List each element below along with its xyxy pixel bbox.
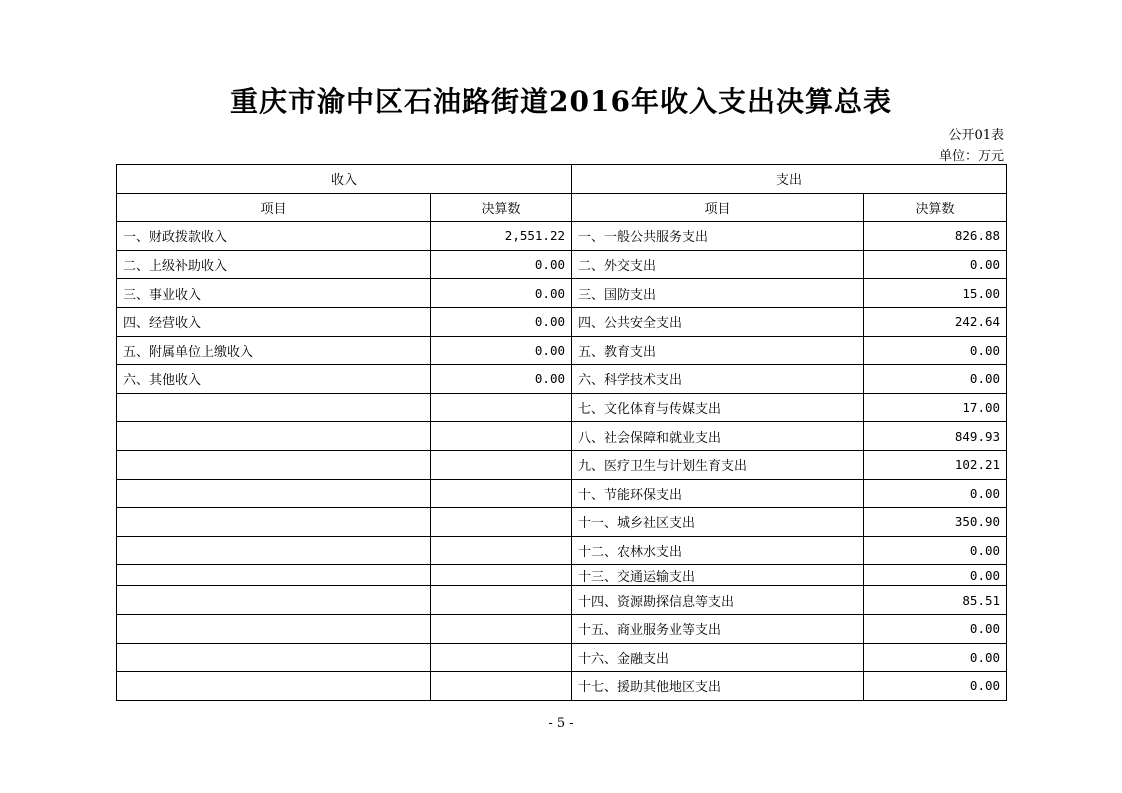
income-amount: 0.00 [431, 365, 572, 394]
expense-item: 八、社会保障和就业支出 [572, 422, 864, 451]
income-item [117, 672, 431, 701]
expense-item: 五、教育支出 [572, 336, 864, 365]
expense-item: 十一、城乡社区支出 [572, 508, 864, 537]
expense-amount: 0.00 [864, 565, 1007, 586]
income-amount [431, 479, 572, 508]
expense-item: 十五、商业服务业等支出 [572, 614, 864, 643]
income-amount-header: 决算数 [431, 193, 572, 222]
income-item: 一、财政拨款收入 [117, 222, 431, 251]
table-row [117, 279, 1007, 308]
income-item-header: 项目 [117, 193, 431, 222]
income-item [117, 422, 431, 451]
expense-item: 一、一般公共服务支出 [572, 222, 864, 251]
expense-item: 十七、援助其他地区支出 [572, 672, 864, 701]
income-item: 六、其他收入 [117, 365, 431, 394]
income-item [117, 565, 431, 586]
expense-amount: 0.00 [864, 643, 1007, 672]
income-amount [431, 393, 572, 422]
table-row [117, 336, 1007, 365]
table-code: 公开01表 [948, 128, 1004, 143]
income-item [117, 614, 431, 643]
income-amount [431, 536, 572, 565]
income-amount [431, 672, 572, 701]
expense-item: 十二、农林水支出 [572, 536, 864, 565]
income-item [117, 536, 431, 565]
income-amount: 0.00 [431, 250, 572, 279]
expense-amount: 0.00 [864, 536, 1007, 565]
expense-amount: 242.64 [864, 307, 1007, 336]
expense-amount: 849.93 [864, 422, 1007, 451]
income-amount: 0.00 [431, 307, 572, 336]
expense-amount: 0.00 [864, 365, 1007, 394]
expense-amount: 0.00 [864, 479, 1007, 508]
table-row [117, 565, 1007, 586]
income-amount: 0.00 [431, 279, 572, 308]
income-item: 三、事业收入 [117, 279, 431, 308]
income-amount [431, 586, 572, 615]
income-item [117, 586, 431, 615]
expense-item: 十六、金融支出 [572, 643, 864, 672]
income-item [117, 393, 431, 422]
unit-label: 单位：万元 [938, 149, 1004, 164]
expense-amount: 350.90 [864, 508, 1007, 537]
income-item: 二、上级补助收入 [117, 250, 431, 279]
income-item: 五、附属单位上缴收入 [117, 336, 431, 365]
income-header: 收入 [117, 165, 572, 194]
income-amount [431, 450, 572, 479]
table-row [117, 614, 1007, 643]
expense-amount-header: 决算数 [864, 193, 1007, 222]
income-item: 四、经营收入 [117, 307, 431, 336]
table-row [117, 307, 1007, 336]
income-item [117, 508, 431, 537]
expense-amount: 0.00 [864, 250, 1007, 279]
income-item [117, 450, 431, 479]
page-title: 重庆市渝中区石油路街道2016年收入支出决算总表 [230, 85, 892, 118]
table-row [117, 479, 1007, 508]
expense-amount: 15.00 [864, 279, 1007, 308]
expense-item: 三、国防支出 [572, 279, 864, 308]
income-amount [431, 508, 572, 537]
expense-item: 二、外交支出 [572, 250, 864, 279]
expense-amount: 826.88 [864, 222, 1007, 251]
expense-item: 十、节能环保支出 [572, 479, 864, 508]
expense-item: 十三、交通运输支出 [572, 565, 864, 586]
expense-amount: 0.00 [864, 336, 1007, 365]
expense-item: 四、公共安全支出 [572, 307, 864, 336]
expense-amount: 0.00 [864, 672, 1007, 701]
expense-item: 九、医疗卫生与计划生育支出 [572, 450, 864, 479]
expense-item: 七、文化体育与传媒支出 [572, 393, 864, 422]
table-row [117, 586, 1007, 615]
income-amount [431, 614, 572, 643]
expense-header: 支出 [572, 165, 1007, 194]
table-row [117, 508, 1007, 537]
table-row [117, 536, 1007, 565]
table-row [117, 365, 1007, 394]
income-amount [431, 565, 572, 586]
table-row [117, 422, 1007, 451]
income-amount [431, 422, 572, 451]
income-amount [431, 643, 572, 672]
page-number: - 5 - [548, 716, 574, 731]
expense-item-header: 项目 [572, 193, 864, 222]
table-row [117, 222, 1007, 251]
table-row [117, 393, 1007, 422]
expense-amount: 0.00 [864, 614, 1007, 643]
income-item [117, 643, 431, 672]
income-amount: 2,551.22 [431, 222, 572, 251]
expense-item: 六、科学技术支出 [572, 365, 864, 394]
expense-amount: 17.00 [864, 393, 1007, 422]
expense-item: 十四、资源勘探信息等支出 [572, 586, 864, 615]
table-row [117, 643, 1007, 672]
expense-amount: 102.21 [864, 450, 1007, 479]
budget-table [116, 164, 1007, 701]
table-row [117, 450, 1007, 479]
table-row [117, 250, 1007, 279]
table-row [117, 672, 1007, 701]
expense-amount: 85.51 [864, 586, 1007, 615]
income-amount: 0.00 [431, 336, 572, 365]
income-item [117, 479, 431, 508]
